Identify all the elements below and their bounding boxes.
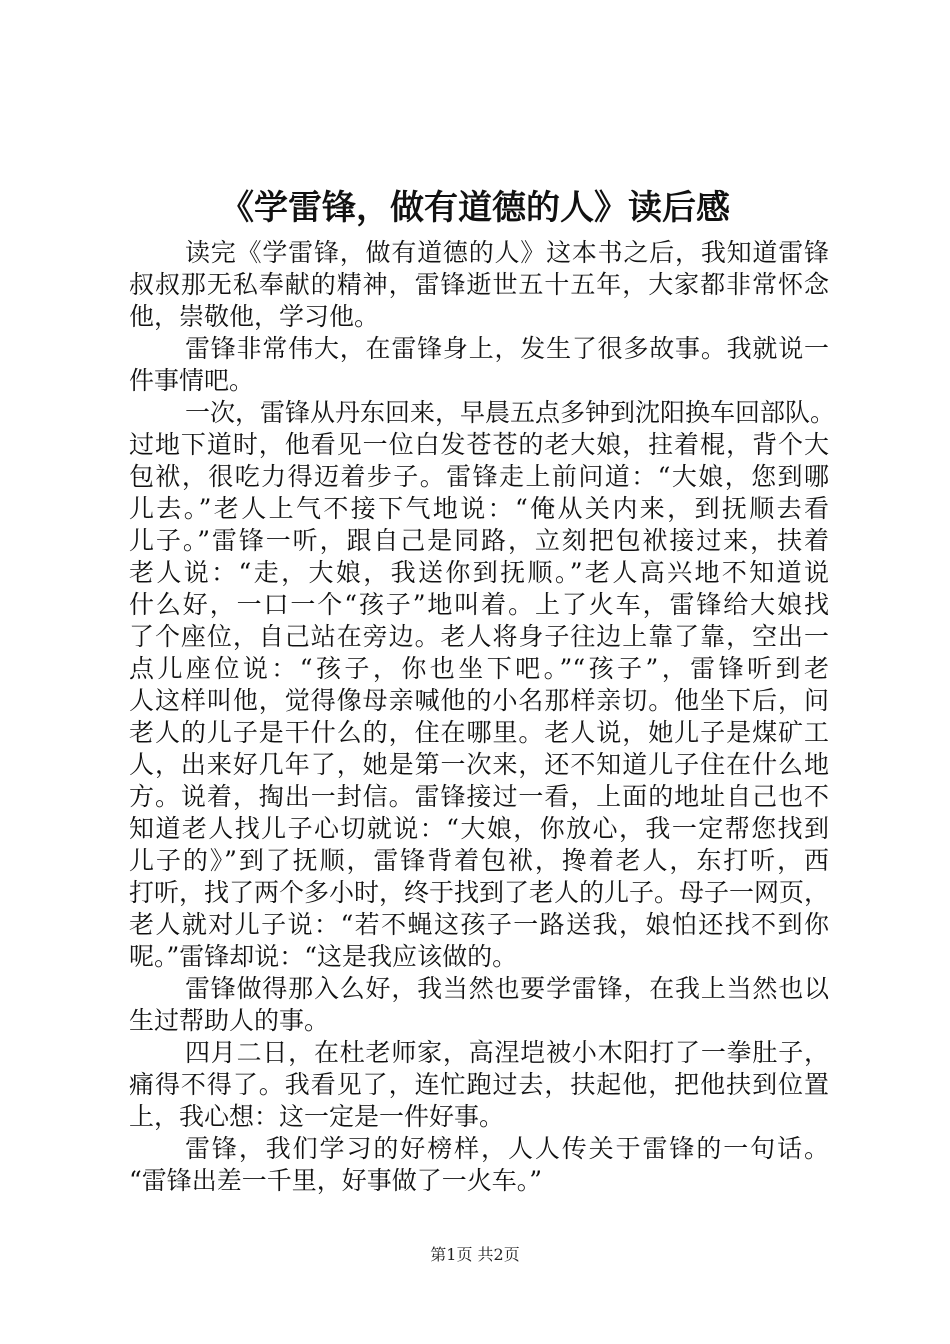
document-title: 《学雷锋，做有道德的人》读后感 (220, 188, 730, 228)
paragraph-line: 老人说：“走，大娘，我送你到抚顺。”老人高兴地不知道说 (129, 558, 829, 587)
paragraph-line: 生过帮助人的事。 (129, 1006, 330, 1035)
paragraph-line: 人，出来好几年了，她是第一次来，还不知道儿子住在什么地 (129, 750, 829, 779)
paragraph (129, 1133, 829, 1197)
paragraph-line: “雷锋出差一千里，好事做了一火车。” (129, 1166, 543, 1195)
paragraph-line: 点儿座位说：“孩子，你也坐下吧。”“孩子”，雷锋听到老 (129, 654, 829, 683)
paragraph-line: 读完《学雷锋，做有道德的人》这本书之后，我知道雷锋 (185, 238, 829, 267)
paragraph-line: 老人的儿子是干什么的，住在哪里。老人说，她儿子是煤矿工 (129, 718, 829, 747)
document-body (129, 237, 836, 1197)
paragraph-line: 打听，找了两个多小时，终于找到了老人的儿子。母子一网页， (129, 878, 830, 907)
paragraph-line: 包袱，很吃力得迈着步子。雷锋走上前问道：“大娘，您到哪 (129, 462, 829, 491)
paragraph-line: 上，我心想：这一定是一件好事。 (129, 1102, 505, 1131)
paragraph-line: 方。说着，掏出一封信。雷锋接过一看，上面的地址自己也不 (129, 782, 829, 811)
paragraph (129, 237, 829, 333)
paragraph-line: 儿子。”雷锋一听，跟自己是同路，立刻把包袱接过来，扶着 (129, 526, 829, 555)
paragraph-line: 老人就对儿子说：“若不蝇这孩子一路送我，娘怕还找不到你 (129, 910, 829, 939)
paragraph-line: 四月二日，在杜老师家，高涅垲被小木阳打了一拳肚子， (185, 1038, 829, 1067)
paragraph-line: 过地下道时，他看见一位白发苍苍的老大娘，拄着棍，背个大 (129, 430, 829, 459)
paragraph-line: 雷锋非常伟大，在雷锋身上，发生了很多故事。我就说一 (185, 334, 829, 363)
paragraph-line: 什么好，一口一个“孩子”地叫着。上了火车，雷锋给大娘找 (129, 590, 829, 619)
paragraph-line: 雷锋做得那入么好，我当然也要学雷锋，在我上当然也以 (185, 974, 829, 1003)
paragraph-line: 件事情吧。 (129, 366, 255, 395)
page-footer: 第1页 共2页 (430, 1245, 520, 1264)
paragraph-line: 呢。”雷锋却说：“这是我应该做的。 (129, 942, 518, 971)
paragraph-line: 叔叔那无私奉献的精神，雷锋逝世五十五年，大家都非常怀念 (129, 270, 829, 299)
paragraph-line: 知道老人找儿子心切就说：“大娘，你放心，我一定帮您找到 (129, 814, 829, 843)
paragraph-line: 了个座位，自己站在旁边。老人将身子往边上靠了靠，空出一 (129, 622, 829, 651)
paragraph (129, 333, 829, 397)
paragraph (129, 973, 829, 1037)
paragraph-line: 痛得不得了。我看见了，连忙跑过去，扶起他，把他扶到位置 (129, 1070, 829, 1099)
paragraph-line: 他，崇敬他，学习他。 (129, 302, 380, 331)
paragraph-line: 人这样叫他，觉得像母亲喊他的小名那样亲切。他坐下后，问 (129, 686, 829, 715)
paragraph-line: 雷锋，我们学习的好榜样，人人传关于雷锋的一句话。 (185, 1134, 829, 1163)
paragraph-line: 儿去。”老人上气不接下气地说：“俺从关内来，到抚顺去看 (129, 494, 829, 523)
paragraph (129, 1037, 829, 1133)
paragraph-line: 一次，雷锋从丹东回来，早晨五点多钟到沈阳换车回部队。 (185, 398, 836, 427)
paragraph (129, 397, 836, 973)
paragraph-line: 儿子的》”到了抚顺，雷锋背着包袱，搀着老人，东打听，西 (129, 846, 829, 875)
